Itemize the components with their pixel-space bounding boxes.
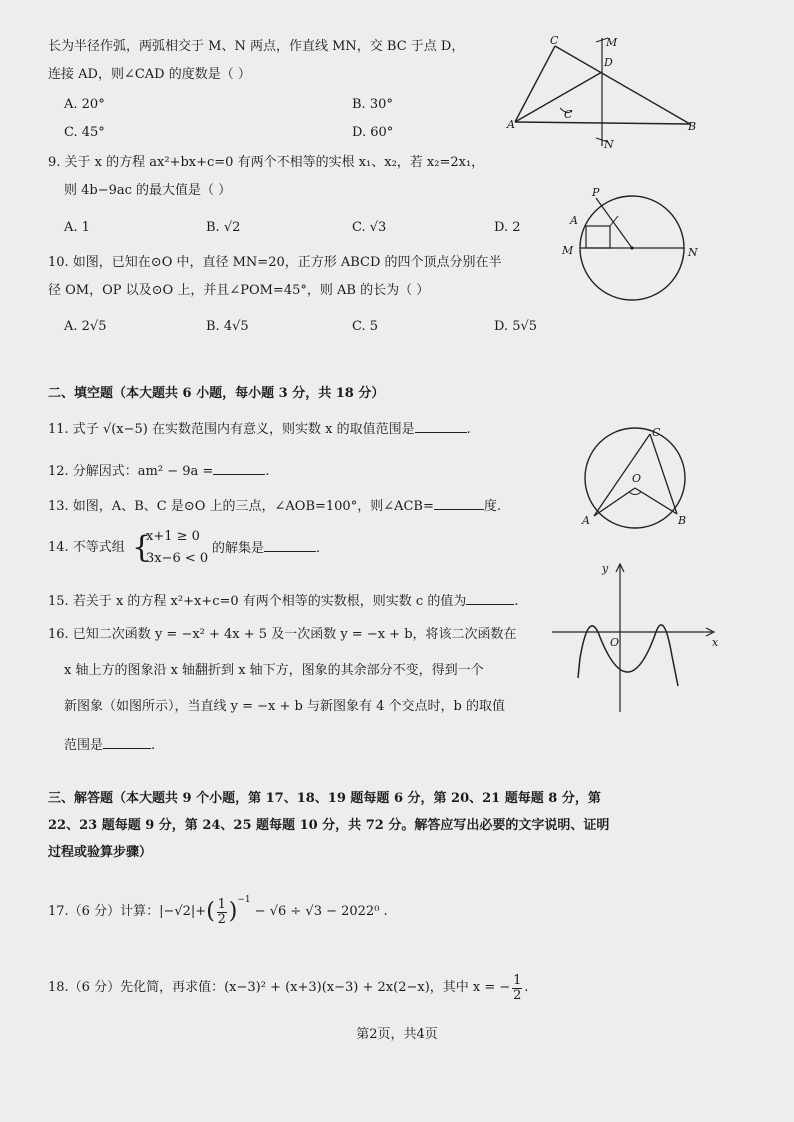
q8-label-c-top: C xyxy=(550,34,559,47)
q15-text: 15. 若关于 x 的方程 x²+x+c=0 有两个相等的实数根，则实数 c 的值为 xyxy=(48,594,467,609)
q14-suffix: 的解集是 xyxy=(212,541,265,556)
q16-label-y: y xyxy=(602,562,609,575)
q8-label-b: B xyxy=(688,120,697,133)
q14-prefix: 14. 不等式组 xyxy=(48,540,125,555)
q11-line xyxy=(48,420,471,439)
page-footer: 第2页，共4页 xyxy=(356,1027,438,1042)
q13-label-o: O xyxy=(632,472,642,485)
q8-option-a: A. 20° xyxy=(64,97,105,112)
q9-option-d: D. 2 xyxy=(494,220,521,235)
q9-option-a: A. 1 xyxy=(64,220,90,235)
q9-option-b: B. √2 xyxy=(206,220,241,235)
q10-option-b: B. 4√5 xyxy=(206,319,249,334)
q17-exp: −1 xyxy=(237,895,251,905)
q18-frac-den: 2 xyxy=(513,987,522,1003)
q14-blank xyxy=(264,539,316,552)
q16-line1: 16. 已知二次函数 y = −x² + 4x + 5 及一次函数 y = −x + b，将该二次函数在 xyxy=(48,627,517,642)
q12-end: . xyxy=(265,464,270,479)
q8-label-c-mark: C xyxy=(564,108,573,121)
q12-blank xyxy=(213,462,265,475)
q13-circle-figure xyxy=(580,426,700,532)
q16-blank xyxy=(103,736,151,749)
q8-label-m: M xyxy=(606,36,618,49)
q12-text: 12. 分解因式：am² − 9a = xyxy=(48,464,214,479)
q8-option-b: B. 30° xyxy=(352,97,393,112)
q17-abs: |−√2| xyxy=(159,904,196,919)
q16-line3: 新图象（如图所示），当直线 y = −x + b 与新图象有 4 个交点时，b 的取值 xyxy=(64,699,505,714)
q17-frac-den: 2 xyxy=(217,911,226,927)
q10-line2: 径 OM，OP 以及⊙O 上，并且∠POM=45°，则 AB 的长为（ ） xyxy=(48,283,430,298)
q17-paren-left: ( xyxy=(206,899,215,924)
q10-label-n: N xyxy=(688,246,698,259)
q10-label-m: M xyxy=(562,244,574,257)
q13-label-c: C xyxy=(652,426,661,439)
q15-end: . xyxy=(514,594,519,609)
q17-line xyxy=(48,892,388,932)
q9-line2: 则 4b−9ac 的最大值是（ ） xyxy=(64,183,232,198)
q15-line xyxy=(48,592,518,611)
q15-blank xyxy=(466,592,514,605)
q17-paren-right: ) xyxy=(228,899,238,924)
q9-line1: 9. 关于 x 的方程 ax²+bx+c=0 有两个不相等的实根 x₁、x₂，若 x₂=2x₁， xyxy=(48,155,485,170)
q8-label-d: D xyxy=(604,56,613,69)
q10-option-a: A. 2√5 xyxy=(64,319,107,334)
q16-end: . xyxy=(151,738,156,753)
q8-option-d: D. 60° xyxy=(352,125,394,140)
q17-fraction xyxy=(217,898,227,927)
q8-option-c: C. 45° xyxy=(64,125,105,140)
section2-heading: 二、填空题（本大题共 6 小题，每小题 3 分，共 18 分） xyxy=(48,386,385,401)
q14-ineq1: x+1 ≥ 0 xyxy=(146,529,200,544)
q14-suffix-line xyxy=(212,539,320,558)
q8-label-a: A xyxy=(507,118,515,131)
q10-option-d: D. 5√5 xyxy=(494,319,538,334)
q11-text: 11. 式子 √(x−5) 在实数范围内有意义，则实数 x 的取值范围是 xyxy=(48,422,415,437)
q18-text: 18.（6 分）先化简，再求值：(x−3)² + (x+3)(x−3) + 2x(2−x)，其中 x = − xyxy=(48,980,511,995)
q10-circle-figure xyxy=(560,186,710,306)
q12-line xyxy=(48,462,269,481)
q13-label-a: A xyxy=(582,514,590,527)
section3-line2: 22、23 题每题 9 分，第 24、25 题每题 10 分，共 72 分。解答应写出必要的文字说明、证明 xyxy=(48,818,610,833)
q16-line2: x 轴上方的图象沿 x 轴翻折到 x 轴下方，图象的其余部分不变，得到一个 xyxy=(64,663,484,678)
q14-brace: { xyxy=(132,530,152,565)
q17-plus: + xyxy=(195,904,207,919)
q17-frac-num: 1 xyxy=(217,896,226,912)
q17-prefix: 17.（6 分）计算： xyxy=(48,904,160,919)
q18-fraction xyxy=(512,974,522,1003)
q18-line xyxy=(48,968,528,1008)
q16-label-o: O xyxy=(610,636,620,649)
q18-frac-num: 1 xyxy=(513,972,522,988)
q10-line1: 10. 如图，已知在⊙O 中，直径 MN=20，正方形 ABCD 的四个顶点分别在半 xyxy=(48,255,502,270)
q11-end: . xyxy=(466,422,471,437)
q13-label-b: B xyxy=(678,514,687,527)
q13-line xyxy=(48,497,501,516)
q9-option-c: C. √3 xyxy=(352,220,387,235)
q13-end: 度. xyxy=(483,499,502,514)
q10-label-p: P xyxy=(592,186,600,199)
q16-label-x: x xyxy=(712,636,719,649)
section3-line1: 三、解答题（本大题共 9 个小题，第 17、18、19 题每题 6 分，第 20、21 题每题 8 分，第 xyxy=(48,791,601,806)
q16-graph-figure xyxy=(552,560,722,720)
q10-label-a: A xyxy=(570,214,578,227)
q18-end: . xyxy=(524,980,529,995)
q14-ineq2: 3x−6 < 0 xyxy=(146,551,209,566)
q10-option-c: C. 5 xyxy=(352,319,379,334)
q8-line1: 长为半径作弧，两弧相交于 M、N 两点，作直线 MN，交 BC 于点 D， xyxy=(48,39,465,54)
q13-blank xyxy=(434,497,484,510)
q14-end: . xyxy=(316,541,321,556)
section3-line3: 过程或验算步骤） xyxy=(48,845,153,860)
q16-line4-wrap xyxy=(64,736,155,755)
q16-line4: 范围是 xyxy=(64,738,104,753)
q17-rest: − √6 ÷ √3 − 2022⁰ . xyxy=(254,904,388,919)
q13-text: 13. 如图，A、B、C 是⊙O 上的三点，∠AOB=100°，则∠ACB= xyxy=(48,499,434,514)
q8-label-n: N xyxy=(604,138,614,151)
q8-line2: 连接 AD，则∠CAD 的度数是（ ） xyxy=(48,67,251,82)
q8-triangle-figure xyxy=(500,34,710,154)
q11-blank xyxy=(415,420,467,433)
